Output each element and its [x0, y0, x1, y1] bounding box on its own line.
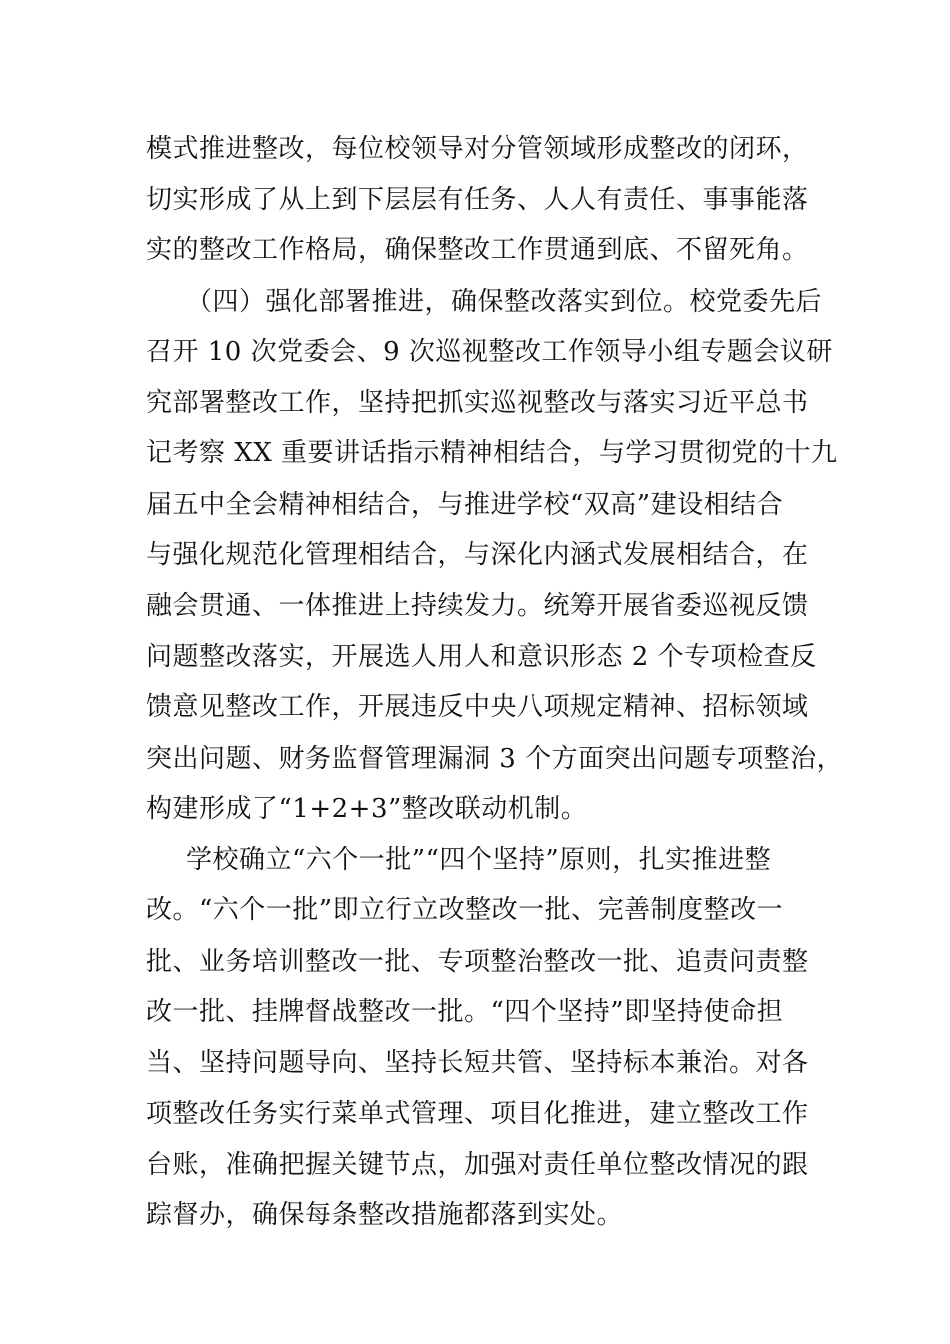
- paragraph-line: 切实形成了从上到下层层有任务、人人有责任、事事能落: [146, 185, 809, 215]
- paragraph-line: 改一批、挂牌督战整改一批。“四个坚持”即坚持使命担: [146, 997, 784, 1027]
- paragraph-line: 记考察 XX 重要讲话指示精神相结合，与学习贯彻党的十九: [146, 438, 838, 468]
- paragraph-line: 届五中全会精神相结合，与推进学校“双高”建设相结合: [146, 490, 784, 520]
- paragraph-line: 与强化规范化管理相结合，与深化内涵式发展相结合，在: [146, 540, 809, 570]
- paragraph-line: 馈意见整改工作，开展违反中央八项规定精神、招标领域: [146, 692, 809, 722]
- paragraph-line: 踪督办，确保每条整改措施都落到实处。: [146, 1200, 624, 1230]
- paragraph-line: 当、坚持问题导向、坚持长短共管、坚持标本兼治。对各: [146, 1048, 809, 1078]
- paragraph-line: 模式推进整改，每位校领导对分管领域形成整改的闭环，: [146, 134, 809, 164]
- paragraph-line: 改。“六个一批”即立行立改整改一批、完善制度整改一: [146, 895, 784, 925]
- paragraph-first-line: 学校确立“六个一批”“四个坚持”原则，扎实推进整: [186, 845, 772, 875]
- paragraph-line: 批、业务培训整改一批、专项整治整改一批、追责问责整: [146, 947, 809, 977]
- paragraph-line: 构建形成了“1+2+3”整改联动机制。: [146, 794, 588, 824]
- paragraph-line: 台账，准确把握关键节点，加强对责任单位整改情况的跟: [146, 1150, 809, 1180]
- paragraph-line: 究部署整改工作，坚持把抓实巡视整改与落实习近平总书: [146, 388, 809, 418]
- section-heading-line: （四）强化部署推进，确保整改落实到位。校党委先后: [186, 287, 823, 317]
- paragraph-line: 融会贯通、一体推进上持续发力。统筹开展省委巡视反馈: [146, 591, 809, 621]
- paragraph-line: 召开 10 次党委会、9 次巡视整改工作领导小组专题会议研: [146, 337, 833, 367]
- paragraph-line: 问题整改落实，开展选人用人和意识形态 2 个专项检查反: [146, 642, 817, 672]
- paragraph-line: 项整改任务实行菜单式管理、项目化推进，建立整改工作: [146, 1099, 809, 1129]
- paragraph-line: 突出问题、财务监督管理漏洞 3 个方面突出问题专项整治，: [146, 744, 844, 774]
- paragraph-line: 实的整改工作格局，确保整改工作贯通到底、不留死角。: [146, 235, 809, 265]
